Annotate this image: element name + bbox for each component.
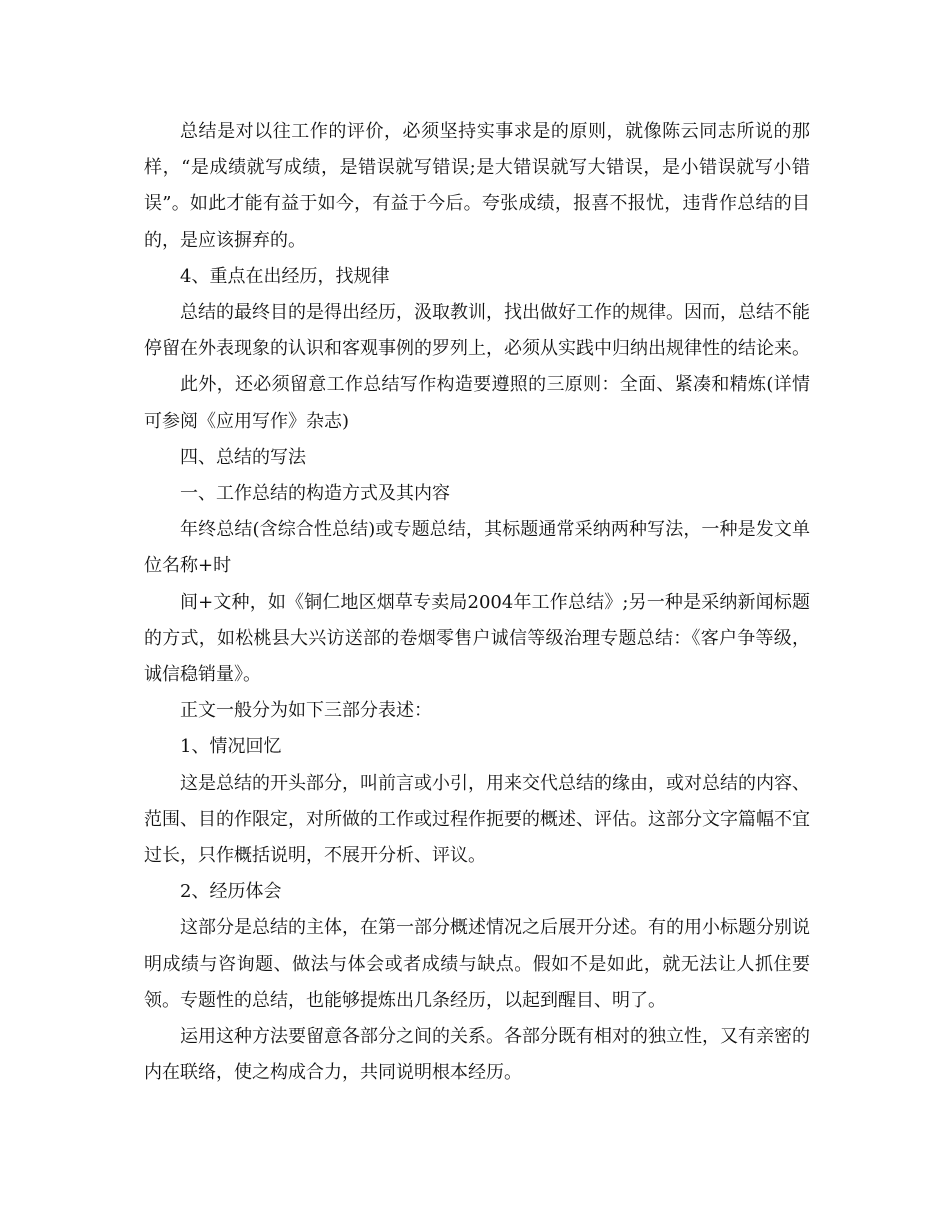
paragraph-opening-part: 这是总结的开头部分，叫前言或小引，用来交代总结的缘由，或对总结的内容、范围、目的作限定，对所做的工作或过程作扼要的概述、评估。这部分文字篇幅不宜过长，只作概括说明，不展开分析、评议。 (144, 772, 810, 867)
heading-find-rules: 4、重点在出经历，找规律 (180, 265, 390, 287)
paragraph-body-parts: 正文一般分为如下三部分表述： (180, 700, 432, 722)
document-body (144, 114, 810, 1091)
heading-situation-review: 1、情况回忆 (180, 736, 282, 758)
paragraph-summary-principle: 总结是对以往工作的评价，必须坚持实事求是的原则，就像陈云同志所说的那样，“是成绩就写成绩，是错误就写错误;是大错误就写大错误，是小错误就写小错误”。如此才能有益于如今，有益于今后。夸张成绩，报喜不报忧，违背作总结的目的，是应该摒弃的。 (144, 121, 810, 251)
paragraph-final-purpose: 总结的最终目的是得出经历，汲取教训，找出做好工作的规律。因而，总结不能停留在外表现象的认识和客观事例的罗列上，必须从实践中归纳出规律性的结论来。 (144, 302, 810, 360)
paragraph-main-part: 这部分是总结的主体，在第一部分概述情况之后展开分述。有的用小标题分别说明成绩与咨询题、做法与体会或者成绩与缺点。假如不是如此，就无法让人抓住要领。专题性的总结，也能够提炼出几条经历，以起到醒目、明了。 (144, 917, 810, 1011)
paragraph-relations: 运用这种方法要留意各部分之间的关系。各部分既有相对的独立性，又有亲密的内在联络，使之构成合力，共同说明根本经历。 (144, 1026, 810, 1084)
heading-experience: 2、经历体会 (180, 881, 282, 903)
paragraph-title-formats: 年终总结(含综合性总结)或专题总结，其标题通常采纳两种写法，一种是发文单位名称+时 (144, 519, 810, 577)
paragraph-three-principles: 此外，还必须留意工作总结写作构造要遵照的三原则：全面、紧凑和精炼(详情可参阅《应用写作》杂志) (144, 374, 810, 432)
paragraph-title-examples: 间+文种，如《铜仁地区烟草专卖局2004年工作总结》;另一种是采纳新闻标题的方式，如松桃县大兴访送部的卷烟零售户诚信等级治理专题总结：《客户争等级，诚信稳销量》。 (144, 591, 810, 686)
heading-structure: 一、工作总结的构造方式及其内容 (180, 483, 450, 505)
heading-writing-method: 四、总结的写法 (180, 446, 306, 468)
